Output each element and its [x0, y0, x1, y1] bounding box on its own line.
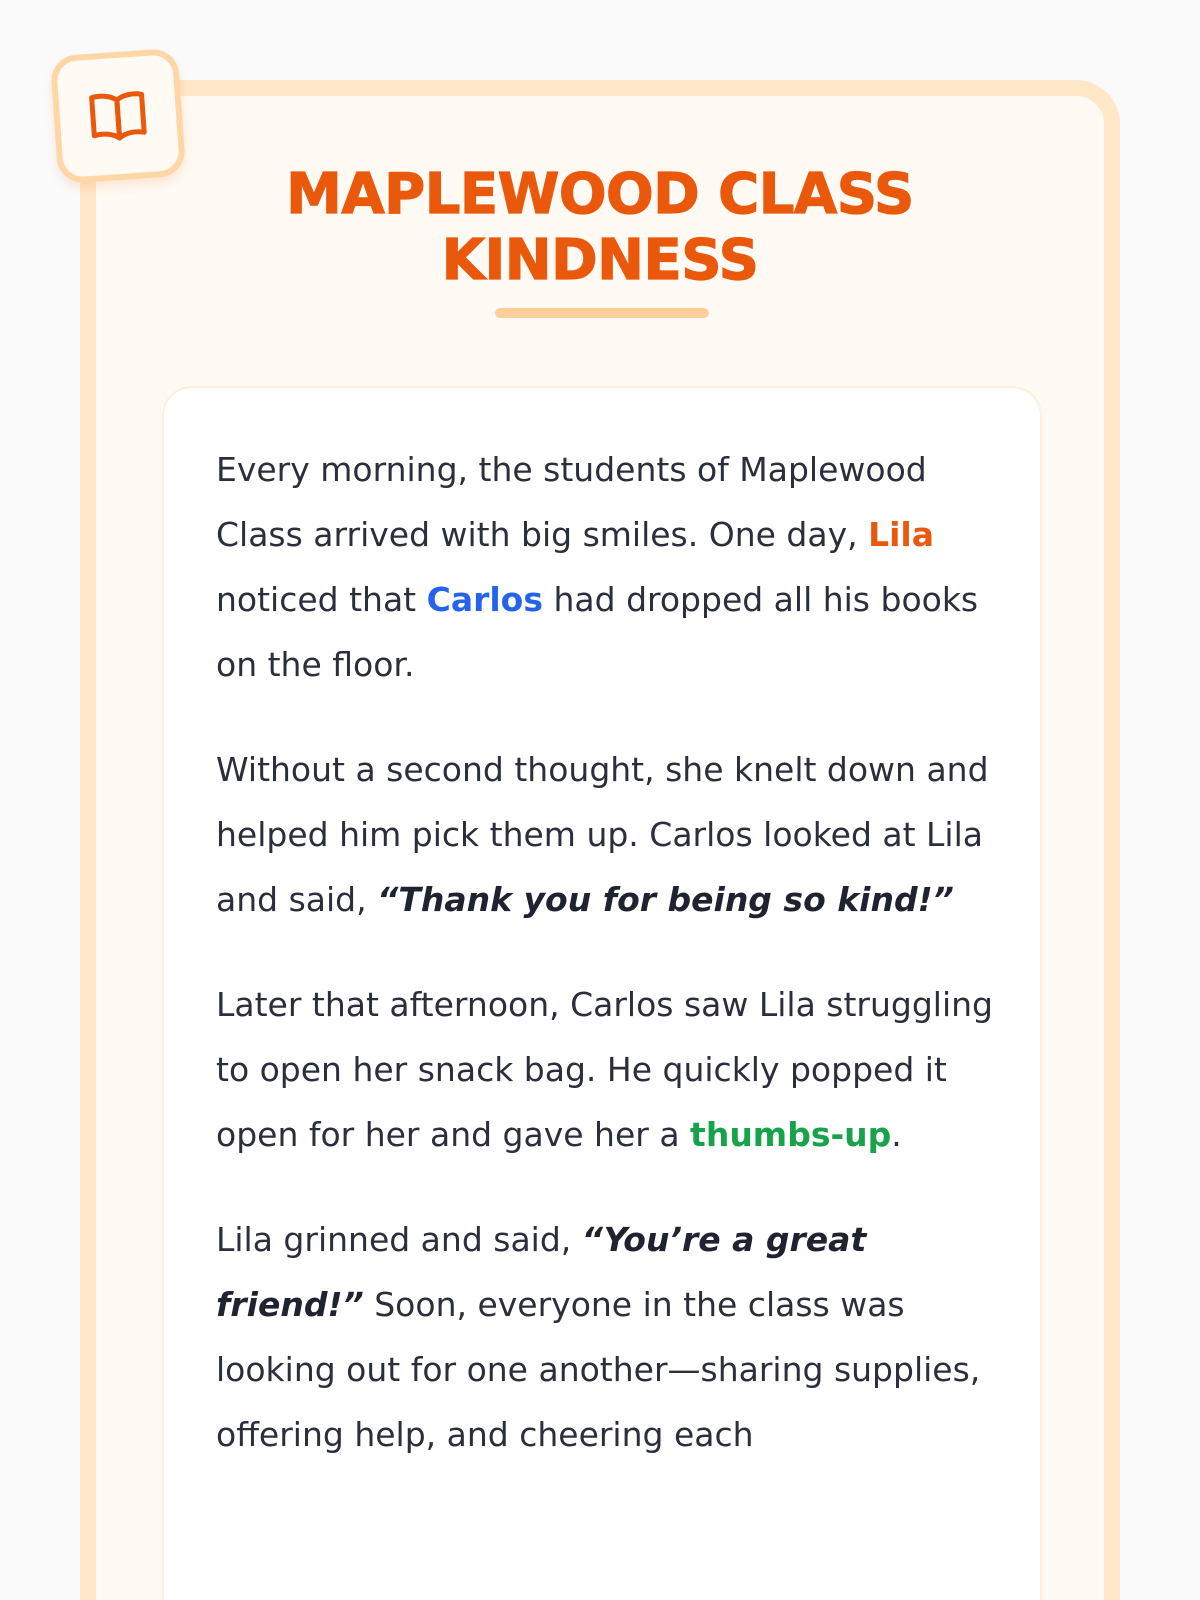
highlight-thumbs-up: thumbs-up	[690, 1115, 892, 1154]
quote-thank-you: “Thank you for being so kind!”	[377, 880, 954, 919]
story-paragraph-3: Later that afternoon, Carlos saw Lila struggling to open her snack bag. He quickly popped it open for her and gave her a thumbs-up.	[216, 985, 993, 1154]
character-name-lila: Lila	[868, 515, 935, 554]
story-paragraph-2: Without a second thought, she knelt down and helped him pick them up. Carlos looked at Lila and said, “Thank you for being so kind!”	[216, 750, 989, 919]
quote-great-friend: “You’re a great friend!”	[216, 1220, 867, 1324]
open-book-icon	[84, 82, 152, 150]
story-paragraph-4: Lila grinned and said, “You’re a great friend!” Soon, everyone in the class was looking out for one another—sharing supplies, offering help, and cheering each	[216, 1220, 981, 1454]
book-badge	[50, 48, 187, 185]
story-text	[216, 437, 996, 1507]
page-title: MAPLEWOOD CLASS KINDNESS	[286, 162, 914, 293]
character-name-carlos: Carlos	[426, 580, 543, 619]
story-paragraph-1: Every morning, the students of Maplewood Class arrived with big smiles. One day, Lila noticed that Carlos had dropped all his books on the floor.	[216, 450, 979, 684]
title-underline	[495, 308, 709, 318]
